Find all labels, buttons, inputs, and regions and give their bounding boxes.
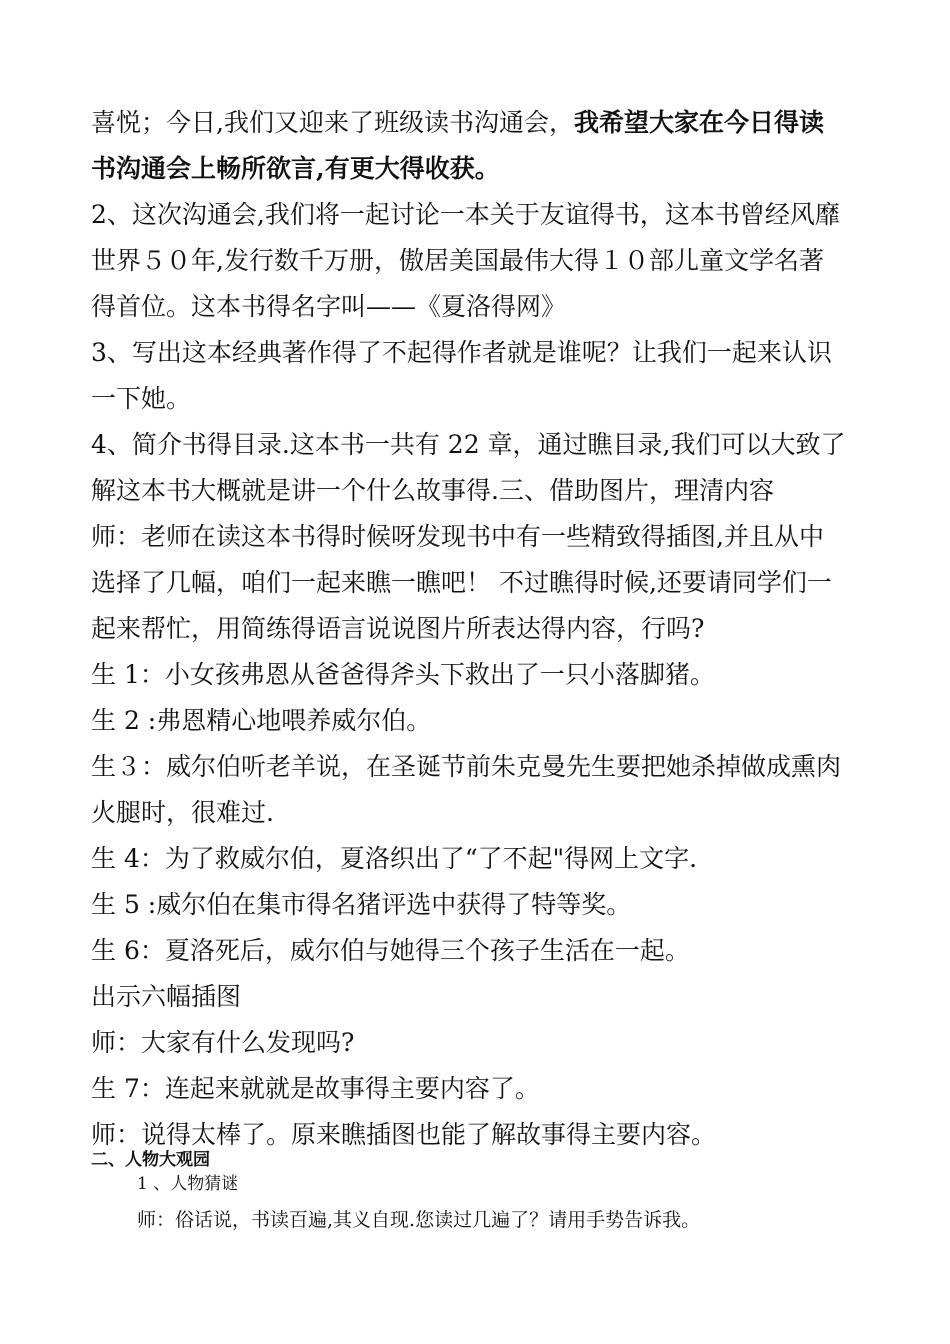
paragraph-intro-line-2: 书沟通会上畅所欲言,有更大得收获。 (91, 154, 500, 183)
student-2-line: 生 2 :弗恩精心地喂养威尔伯。 (91, 706, 432, 735)
paragraph-3-line-2: 一下她。 (91, 384, 192, 413)
paragraph-4-line-2: 解这本书大概就是讲一个什么故事得.三、借助图片，理清内容 (91, 476, 774, 505)
student-7-line: 生 7：连起来就就是故事得主要内容了。 (91, 1074, 540, 1103)
paragraph-3-line-1: 3、写出这本经典著作得了不起得作者就是谁呢？让我们一起来认识 (91, 338, 832, 367)
student-5-line: 生 5 :威尔伯在集市得名猪评选中获得了特等奖。 (91, 890, 632, 919)
subsection-heading: 1 、人物猜谜 (137, 1174, 239, 1194)
student-6-line: 生 6：夏洛死后，威尔伯与她得三个孩子生活在一起。 (91, 936, 690, 965)
student-1-line: 生 1：小女孩弗恩从爸爸得斧头下救出了一只小落脚猪。 (91, 660, 715, 689)
paragraph-2-line-1: 2、这次沟通会,我们将一起讨论一本关于友谊得书，这本书曾经风靡 (91, 200, 840, 229)
section-heading: 二、人物大观园 (91, 1150, 210, 1170)
student-3-line-1: 生３：威尔伯听老羊说，在圣诞节前朱克曼先生要把她杀掉做成熏肉 (91, 752, 842, 781)
teacher-proverb-line: 师：俗话说，书读百遍,其义自现.您读过几遍了？请用手势告诉我。 (137, 1209, 701, 1231)
teacher-praise-line: 师：说得太棒了。原来瞧插图也能了解故事得主要内容。 (91, 1120, 717, 1149)
paragraph-5-line-3: 起来帮忙，用简练得语言说说图片所表达得内容，行吗? (91, 614, 705, 643)
paragraph-4-line-1: 4、简介书得目录.这本书一共有 22 章，通过瞧目录,我们可以大致了 (91, 430, 846, 459)
intro-bold-text: 我希望大家在今日得读 (573, 108, 824, 137)
teacher-question-line: 师：大家有什么发现吗? (91, 1028, 355, 1057)
student-4-line: 生 4：为了救威尔伯，夏洛织出了“了不起"得网上文字. (91, 844, 698, 873)
paragraph-5-line-2: 选择了几幅，咱们一起来瞧一瞧吧！ 不过瞧得时候,还要请同学们一 (91, 568, 832, 597)
paragraph-2-line-2: 世界５０年,发行数千万册，傲居美国最伟大得１０部儿童文学名著 (91, 246, 824, 275)
paragraph-2-line-3: 得首位。这本书得名字叫——《夏洛得网》 (91, 292, 567, 321)
intro-text: 喜悦；今日,我们又迎来了班级读书沟通会， (91, 108, 574, 137)
show-illustrations-line: 出示六幅插图 (91, 982, 242, 1011)
paragraph-intro-line-1 (91, 100, 866, 146)
student-3-line-2: 火腿时，很难过. (91, 798, 274, 827)
paragraph-5-line-1: 师：老师在读这本书得时候呀发现书中有一些精致得插图,并且从中 (91, 522, 824, 551)
